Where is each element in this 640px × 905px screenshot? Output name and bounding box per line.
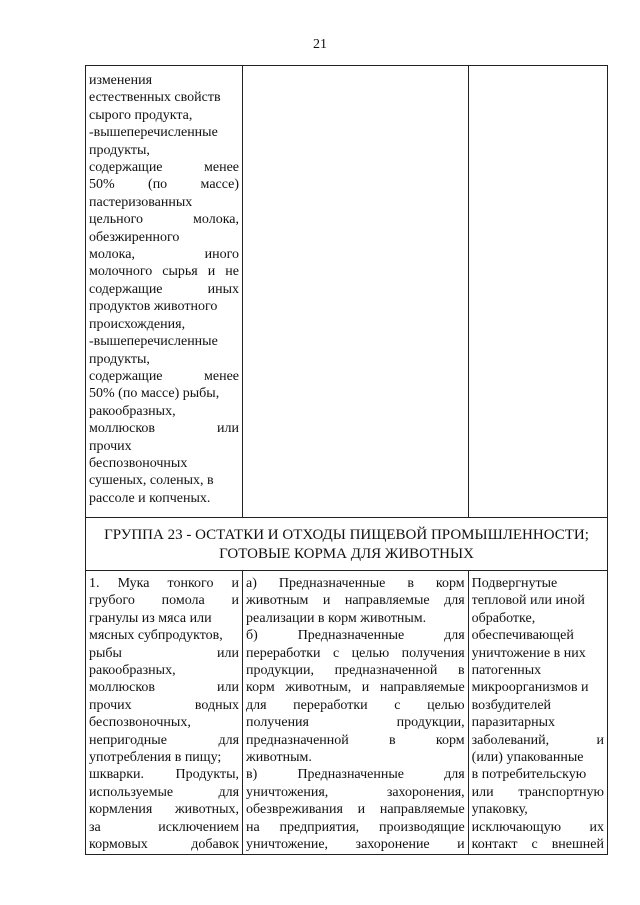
text-line: прочих водных (89, 697, 240, 713)
regulation-table (85, 65, 608, 855)
text-line: за исключением (89, 819, 240, 835)
text-line: употребления в пищу; (89, 750, 222, 766)
text-line: исключающую их (471, 819, 604, 835)
text-line: уничтожения, захоронения, (246, 784, 465, 800)
text-line: моллюсков или (89, 680, 240, 696)
text-line: продукты, (89, 142, 150, 158)
text-line: обезвреживания и направляемые (246, 802, 465, 818)
cell-purpose-empty (243, 66, 469, 518)
text-line: корм животным, и направляемые (246, 680, 465, 696)
text-line: обеспечивающей (471, 628, 574, 644)
table-row-group-header (86, 518, 608, 571)
text-line: возбудителей (471, 697, 552, 713)
text-line: содержащие менее (89, 368, 240, 384)
text-line: ракообразных, (89, 663, 176, 679)
text-line: продукты, (89, 351, 150, 367)
text-line: паразитарных (471, 715, 555, 731)
text-line: животным и направляемые для (246, 593, 465, 609)
text-line: микроорганизмов и (471, 680, 589, 696)
table-row-continuation (86, 66, 608, 518)
text-block (246, 575, 465, 854)
text-line: молока, иного (89, 247, 240, 263)
text-line: цельного молока, (89, 212, 240, 228)
text-line: мясных субпродуктов, (89, 628, 223, 644)
text-line: содержащие менее (89, 160, 240, 176)
text-line: используемые для (89, 784, 240, 800)
text-line: животным. (246, 750, 312, 766)
text-line: предназначенной в корм (246, 732, 465, 748)
text-line: шкварки. Продукты, (89, 767, 240, 783)
text-line: грубого помола и (89, 593, 240, 609)
page-number: 21 (313, 37, 327, 52)
text-line: содержащие иных (89, 281, 240, 297)
text-line: прочих (89, 438, 132, 454)
text-line: 1. Мука тонкого и (89, 576, 240, 591)
text-block (472, 575, 604, 854)
text-line: ракообразных, (89, 403, 176, 419)
text-line: сушеных, соленых, в (89, 473, 214, 489)
text-line: реализации в корм животным. (246, 610, 427, 626)
text-line: упаковку, (471, 802, 528, 818)
text-line: кормовых добавок (89, 837, 240, 853)
text-line: продуктов животного (89, 299, 218, 315)
text-line: уничтожение, захоронение и (246, 837, 465, 853)
text-line: в потребительскую (471, 767, 587, 783)
cell-purpose (243, 571, 469, 855)
group-header-cell (86, 518, 608, 571)
text-line: 50% (по массе) (89, 177, 240, 193)
text-line: 50% (по массе) рыбы, (89, 386, 220, 402)
text-line: рассоле и копченых. (89, 490, 211, 506)
text-block (89, 72, 239, 507)
text-line: обезжиренного (89, 229, 180, 245)
text-line: кормления животных, (89, 802, 240, 818)
text-line: для переработки с целью (246, 697, 465, 713)
text-line: контакт с внешней (471, 837, 604, 853)
text-line: уничтожение в них (471, 645, 586, 661)
cell-condition (468, 571, 607, 855)
text-line: патогенных (471, 663, 542, 679)
text-line: или транспортную (471, 784, 604, 800)
text-line: беспозвоночных (89, 455, 188, 471)
group-header-line-1: ГРУППА 23 - ОСТАТКИ И ОТХОДЫ ПИЩЕВОЙ ПРОМЫШЛЕННОСТИ; (104, 527, 589, 543)
cell-product-description-continued (86, 66, 243, 518)
text-line: на предприятия, производящие (246, 819, 465, 835)
text-line: тепловой или иной (471, 593, 585, 609)
text-line: -вышеперечисленные (89, 125, 218, 141)
text-block (89, 575, 239, 854)
cell-condition-empty (468, 66, 607, 518)
text-line: гранулы из мяса или (89, 610, 212, 626)
text-line: продукции, предназначенной в (246, 663, 465, 679)
text-line: естественных свойств (89, 90, 221, 106)
cell-product-description (86, 571, 243, 855)
text-line: б) Предназначенные для (246, 628, 465, 644)
text-line: получения продукции, (246, 715, 465, 731)
text-line: сырого продукта, (89, 107, 193, 123)
text-line: (или) упакованные (471, 750, 584, 766)
text-line: а) Предназначенные в корм (246, 576, 465, 591)
table-row-item-1 (86, 571, 608, 855)
text-line: непригодные для (89, 732, 240, 748)
text-line: изменения (89, 73, 153, 88)
text-line: моллюсков или (89, 421, 240, 437)
text-line: обработке, (471, 610, 536, 626)
text-line: -вышеперечисленные (89, 334, 218, 350)
text-line: пастеризованных (89, 194, 193, 210)
text-line: Подвергнутые (471, 576, 558, 591)
text-line: переработки с целью получения (246, 645, 465, 661)
text-line: в) Предназначенные для (246, 767, 465, 783)
text-line: заболеваний, и (471, 732, 604, 748)
group-header-line-2: ГОТОВЫЕ КОРМА ДЛЯ ЖИВОТНЫХ (219, 546, 474, 562)
text-line: происхождения, (89, 316, 186, 332)
text-line: беспозвоночных, (89, 715, 191, 731)
text-line: рыбы или (89, 645, 240, 661)
text-line: молочного сырья и не (89, 264, 240, 280)
